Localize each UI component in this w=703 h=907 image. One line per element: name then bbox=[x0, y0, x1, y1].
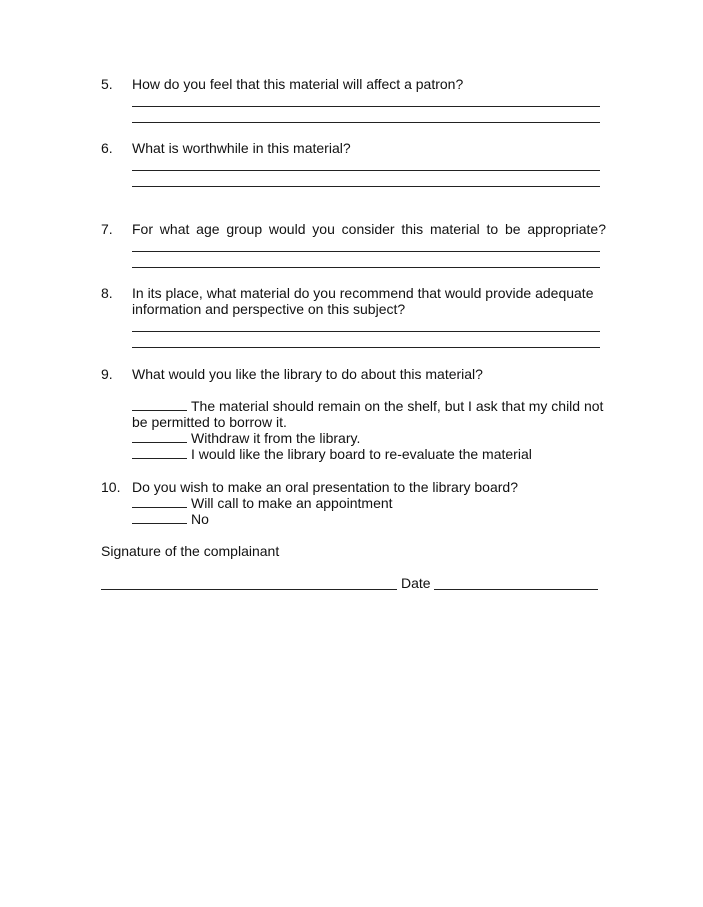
question-6-number: 6. bbox=[101, 140, 113, 156]
q10-option-no[interactable] bbox=[132, 511, 612, 527]
option-label: The material should remain on the shelf, but I ask that my child not be permitted to borrow it. bbox=[132, 398, 604, 430]
checkbox-blank[interactable] bbox=[132, 430, 187, 443]
option-label: Will call to make an appointment bbox=[191, 495, 393, 511]
answer-line[interactable] bbox=[132, 186, 600, 187]
question-7-text: For what age group would you consider this material to be appropriate? bbox=[132, 221, 606, 237]
signature-line[interactable] bbox=[101, 589, 397, 590]
answer-line[interactable] bbox=[132, 170, 600, 171]
date-label: Date bbox=[401, 575, 431, 591]
option-label: I would like the library board to re-evaluate the material bbox=[191, 446, 532, 462]
question-10-number: 10. bbox=[101, 479, 121, 495]
answer-line[interactable] bbox=[132, 331, 600, 332]
option-label: No bbox=[191, 511, 209, 527]
question-5-text: How do you feel that this material will affect a patron? bbox=[132, 76, 464, 92]
question-7-number: 7. bbox=[101, 221, 113, 237]
q9-option-remain[interactable] bbox=[132, 398, 608, 430]
question-5-number: 5. bbox=[101, 76, 113, 92]
checkbox-blank[interactable] bbox=[132, 446, 187, 459]
q9-option-reevaluate[interactable] bbox=[132, 446, 612, 462]
answer-line[interactable] bbox=[132, 347, 600, 348]
question-9-number: 9. bbox=[101, 366, 113, 382]
answer-line[interactable] bbox=[132, 122, 600, 123]
answer-line[interactable] bbox=[132, 251, 600, 252]
question-8-number: 8. bbox=[101, 285, 113, 301]
option-label: Withdraw it from the library. bbox=[191, 430, 361, 446]
question-8-text: In its place, what material do you recommend that would provide adequate information and perspective on this subject? bbox=[132, 285, 594, 317]
answer-line[interactable] bbox=[132, 267, 600, 268]
checkbox-blank[interactable] bbox=[132, 495, 187, 508]
checkbox-blank[interactable] bbox=[132, 511, 187, 524]
q10-option-appointment[interactable] bbox=[132, 495, 612, 511]
question-10-text: Do you wish to make an oral presentation to the library board? bbox=[132, 479, 518, 495]
question-6-text: What is worthwhile in this material? bbox=[132, 140, 351, 156]
answer-line[interactable] bbox=[132, 106, 600, 107]
date-line[interactable] bbox=[434, 589, 598, 590]
signature-label: Signature of the complainant bbox=[101, 543, 280, 559]
question-9-text: What would you like the library to do about this material? bbox=[132, 366, 483, 382]
q9-option-withdraw[interactable] bbox=[132, 430, 612, 446]
checkbox-blank[interactable] bbox=[132, 398, 187, 411]
